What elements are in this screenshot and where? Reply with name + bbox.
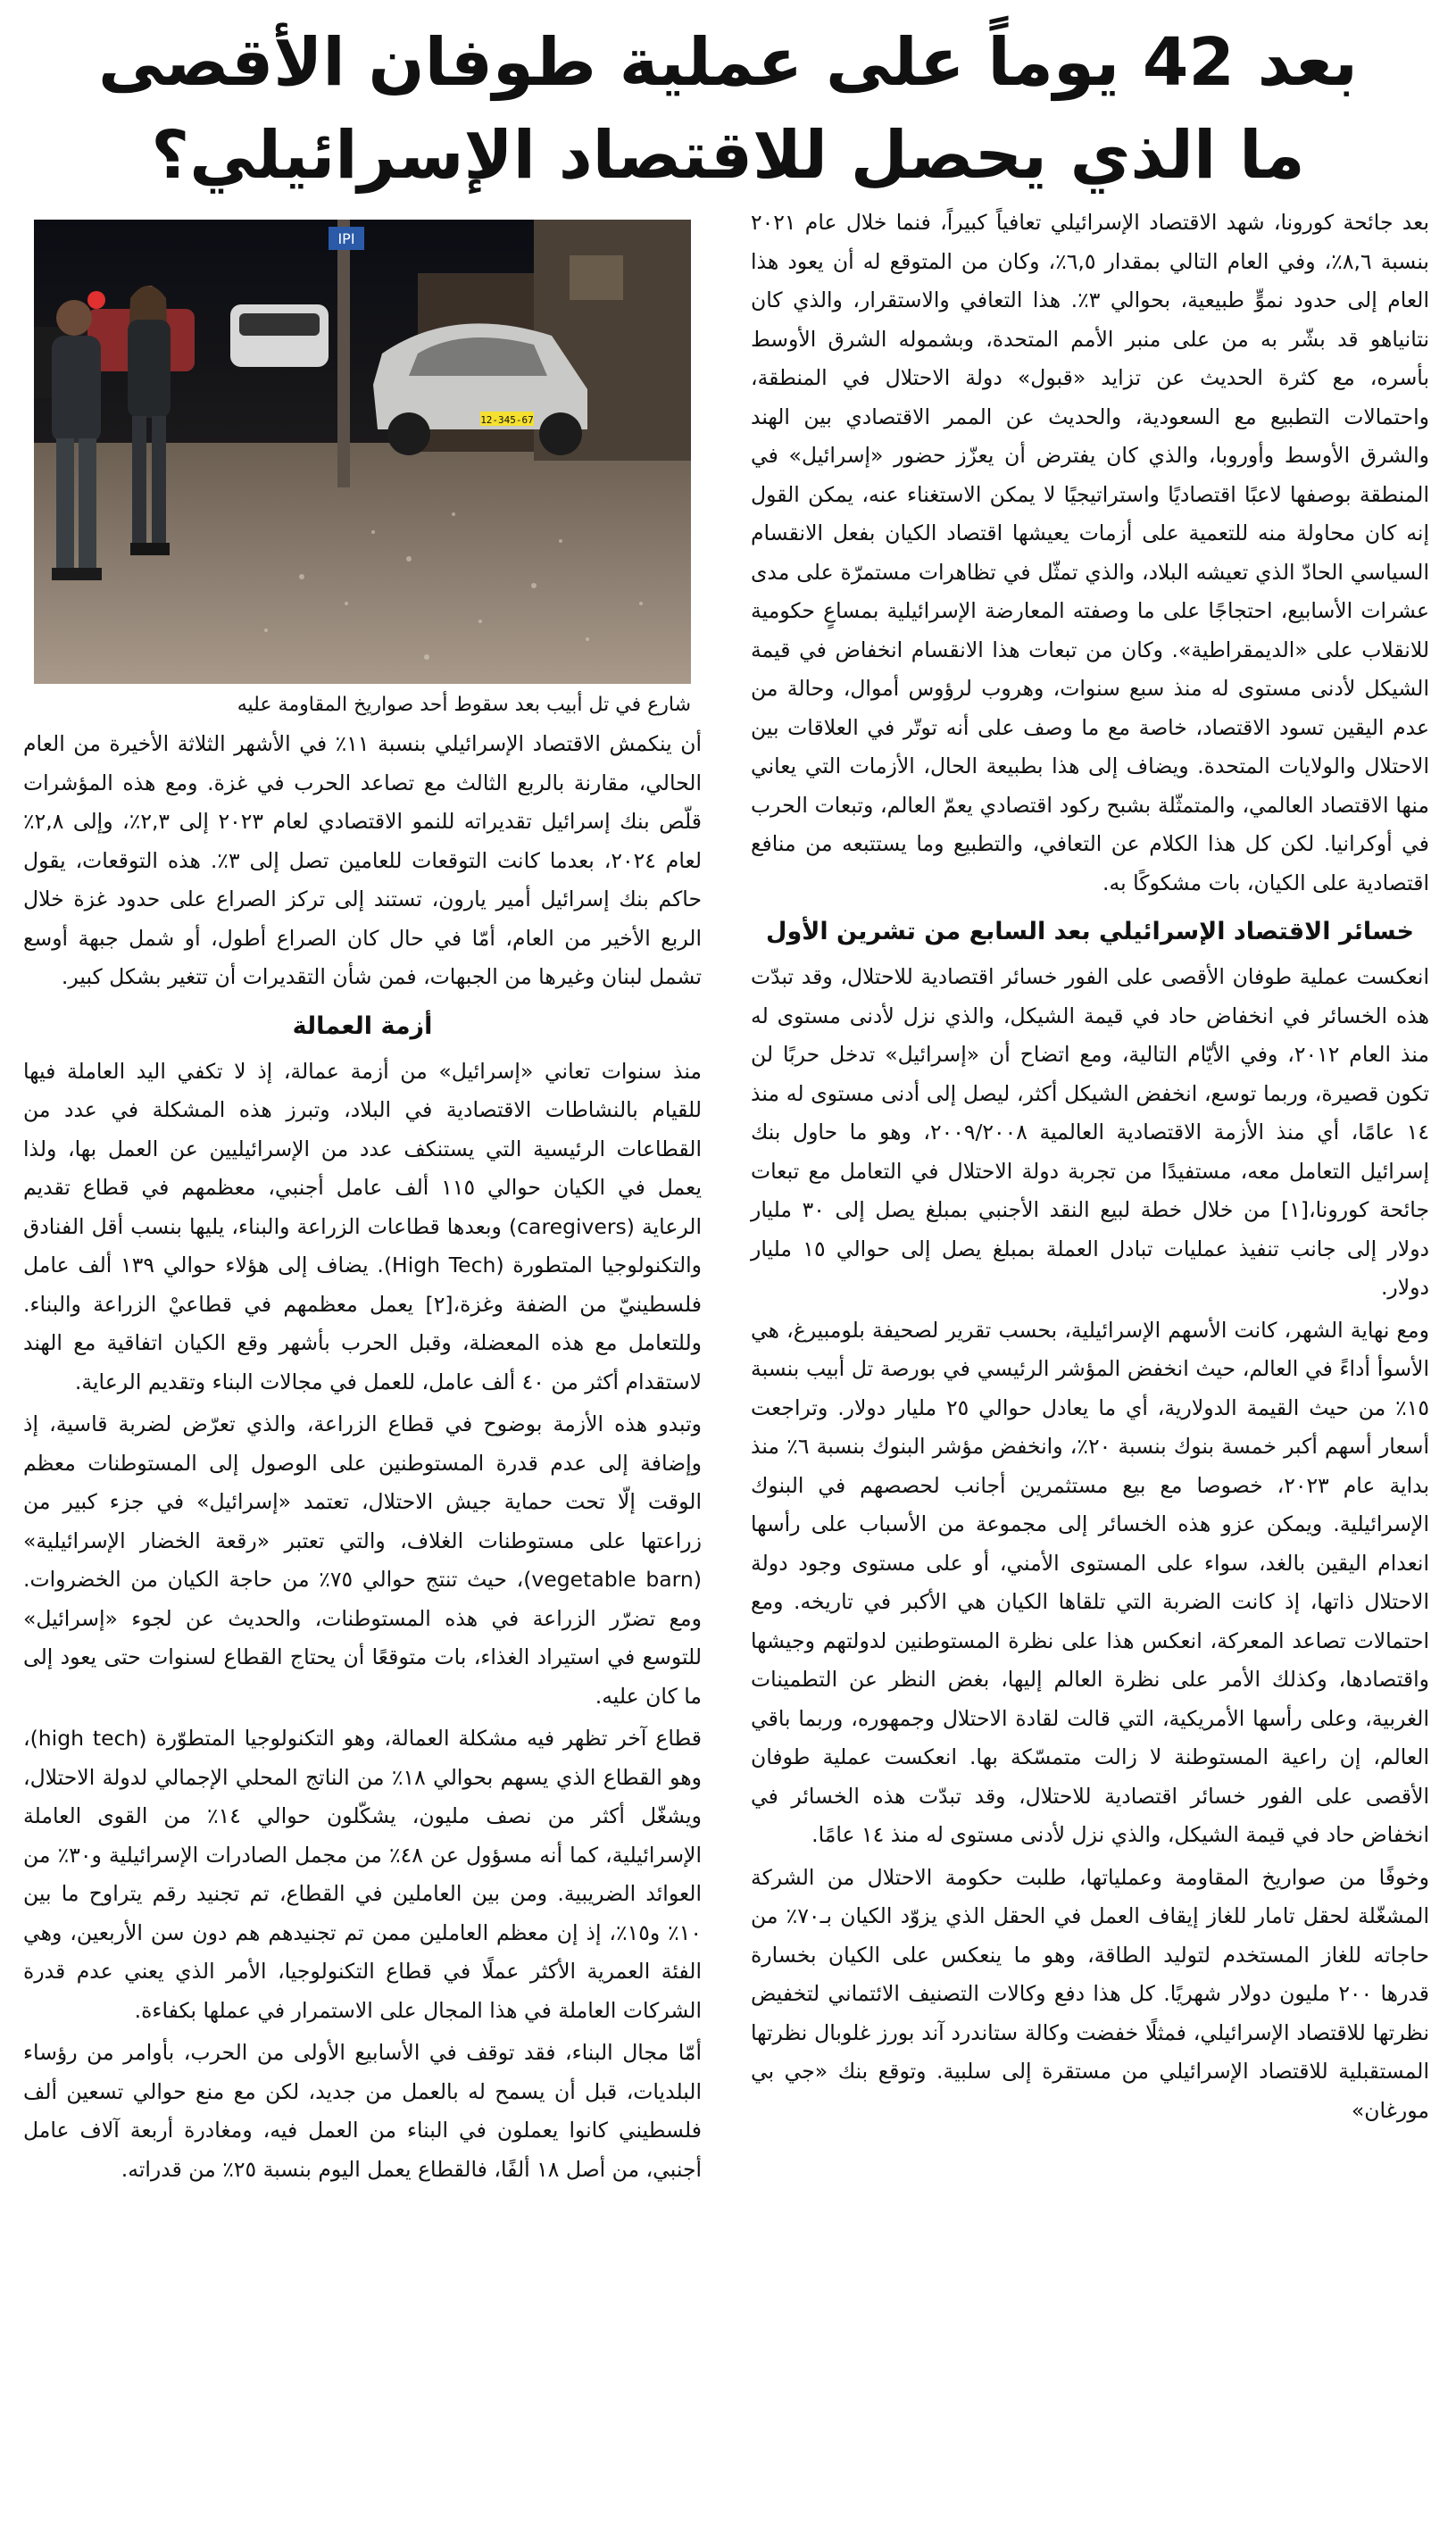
section-heading: خسائر الاقتصاد الإسرائيلي بعد السابع من تشرين الأول — [766, 918, 1414, 945]
street-sign-text: IPI — [337, 230, 355, 247]
headline-line-2: ما الذي يحصل للاقتصاد الإسرائيلي؟ — [151, 117, 1305, 194]
paragraph: وخوفًا من صواريخ المقاومة وعملياتها، طلبت حكومة الاحتلال من الشركة المشغّلة لحقل تامار للغاز إيقاف العمل في الحقل الذي يزوّد الكيان بـ٧٠٪ من حاجاته للغاز المستخدم لتوليد الطاقة، وهو ما ينعكس على الكيان بخسارة قدرها ٢٠٠ مليون دولار شهريًا. كل هذا دفع وكالات التصنيف الائتماني لتخفيض نظرتها للاقتصاد الإسرائيلي، فمثلًا خفضت وكالة ستاندرد آند بورز غلوبال نظرتها المستقبلية للاقتصاد الإسرائيلي من مستقرة إلى سلبية. وتوقع بنك «جي بي مورغان» — [751, 1864, 1429, 2123]
paragraph: بعد جائحة كورونا، شهد الاقتصاد الإسرائيلي تعافياً كبيراً، فنما خلال عام ٢٠٢١ بنسبة ٨,٦٪، وفي العام التالي بمقدار ٦,٥٪، وكان من المتوقع له أن يعود هذا العام إلى حدود نموٍّ طبيعية، بحوالي ٣٪. هذا التعافي والاستقرار، والذي كان نتانياهو قد بشّر به من على منبر الأمم المتحدة، وبشموله الشرق الأوسط بأسره، مع كثرة الحديث عن تزايد «قبول» دولة الاحتلال في المنطقة، واحتمالات التطبيع مع السعودية، والحديث عن الممر الاقتصادي بين الهند والشرق الأوسط وأوروبا، والذي كان يفترض أن يعزّز حضور «إسرائيل» في المنطقة بوصفها لاعبًا اقتصاديًا واستراتيجيًا لا يمكن الاستغناء عنه، يمكن القول إنه كان محاولة منه للتعمية على أزمات يعيشها اقتصاد الكيان بفعل الانقسام السياسي الحادّ الذي تعيشه البلاد، والذي تمثّل في تظاهرات مستمرّة على مدى عشرات الأسابيع، احتجاجًا على ما وصفته المعارضة الإسرائيلية بمساعٍ حكومية للانقلاب على «الديمقراطية». وكان من تبعات هذا الانقسام انخفاض في قيمة الشيكل لأدنى مستوى له منذ سبع سنوات، وهروب لرؤوس أموال، وحالة من عدم اليقين تسود الاقتصاد، خاصة مع ما وصف على أنه توتّر في العلاقات بين الاحتلال والولايات المتحدة. ويضاف إلى هذا بطبيعة الحال، الأزمات التي يعاني منها الاقتصاد العالمي، والمتمثّلة بشبح ركود اقتصادي يعمّ العالم، وتبعات الحرب في أوكرانيا. لكن كل هذا الكلام عن التعافي، والتطبيع وما يستتبعه من منافع اقتصادية على الكيان، بات مشكوكًا به. — [751, 210, 1429, 895]
article-headline — [27, 16, 1429, 202]
photo-caption: شارع في تل أبيب بعد سقوط أحد صواريخ المقاومة عليه — [237, 694, 691, 716]
left-column — [23, 204, 702, 2193]
paragraph: وتبدو هذه الأزمة بوضوح في قطاع الزراعة، والذي تعرّض لضربة قاسية، إذ وإضافة إلى عدم قدرة المستوطنين على الوصول إلى المستوطنات معظم الوقت إلّا تحت حماية جيش الاحتلال، تعتمد «إسرائيل» في جزء كبير من زراعتها على مستوطنات الغلاف، والتي تعتبر «رقعة الخضار الإسرائيلية» (vegetable barn)، حيث تنتج حوالي ٧٥٪ من حاجة الكيان من الخضروات. ومع تضرّر الزراعة في هذه المستوطنات، والحديث عن لجوء «إسرائيل» للتوسع في استيراد الغذاء، بات متوقعًا أن يحتاج القطاع لسنوات حتى يعود إلى ما كان عليه. — [23, 1411, 702, 1709]
paragraph: قطاع آخر تظهر فيه مشكلة العمالة، وهو التكنولوجيا المتطوّرة (high tech)، وهو القطاع الذي يسهم بحوالي ١٨٪ من الناتج المحلي الإجمالي لدولة الاحتلال، ويشغّل أكثر من نصف مليون، يشكّلون حوالي ١٤٪ من القوى العاملة الإسرائيلية، كما أنه مسؤول عن ٤٨٪ من مجمل الصادرات الإسرائيلية و٣٠٪ من العوائد الضريبية. ومن بين العاملين في القطاع، تم تجنيد رقم يتراوح ما بين ١٠٪ و١٥٪، إذ إن معظم العاملين ممن تم تجنيدهم هم دون سن الأربعين، وهي الفئة العمرية الأكثر عملًا في قطاع التكنولوجيا، الأمر الذي يعني عدم قدرة الشركات العاملة في هذا المجال على الاستمرار في عملها بكفاءة. — [23, 1726, 703, 2023]
paragraph: منذ سنوات تعاني «إسرائيل» من أزمة عمالة، إذ لا تكفي اليد العاملة فيها للقيام بالنشاطات الاقتصادية في البلاد، وتبرز هذه المشكلة في عدد من القطاعات الرئيسية التي يستنكف عدد من الإسرائيليين عن العمل بها، ولذا يعمل في الكيان حوالي ١١٥ ألف عامل أجنبي، معظمهم في قطاع تقديم الرعاية (caregivers) وبعدها قطاعات الزراعة والبناء، يليها بنسب أقل الفنادق والتكنولوجيا المتطورة (High Tech). يضاف إلى هؤلاء حوالي ١٣٩ ألف عامل فلسطينيّ من الضفة وغزة،[٢] يعمل معظمهم في قطاعيْ الزراعة والبناء. وللتعامل مع هذه المعضلة، وقبل الحرب بأشهر وقع الكيان اتفاقية مع الهند لاستقدام أكثر من ٤٠ ألف عامل، للعمل في مجالات البناء وتقديم الرعاية. — [23, 1058, 702, 1394]
paragraph: أمّا مجال البناء، فقد توقف في الأسابيع الأولى من الحرب، بأوامر من رؤساء البلديات، قبل أن يسمح له بالعمل من جديد، لكن مع منع حوالي تسعين ألف فلسطيني كانوا يعملون في البناء من العمل فيه، ومغادرة أربعة آلاف عامل أجنبي، من أصل ١٨ ألفًا، فالقطاع يعمل اليوم بنسبة ٢٥٪ من قدراته. — [23, 2040, 702, 2182]
paragraph: أن ينكمش الاقتصاد الإسرائيلي بنسبة ١١٪ في الأشهر الثلاثة الأخيرة من العام الحالي، مقارنة بالربع الثالث مع تصاعد الحرب في غزة. ومع هذه المؤشرات قلّص بنك إسرائيل تقديراته للنمو الاقتصادي لعام ٢٠٢٣ إلى ٢,٣٪، وإلى ٢,٨٪ لعام ٢٠٢٤، بعدما كانت التوقعات للعامين تصل إلى ٣٪. هذه التوقعات، يقول حاكم بنك إسرائيل أمير يارون، تستند إلى تركز الصراع على حدود غزة خلال الربع الأخير من العام، أمّا في حال كان الصراع أطول، أو شمل جبهة أوسع تشمل لبنان وغيرها من الجبهات، فمن شأن التقديرات أن تتغير بشكل كبير. — [23, 731, 702, 989]
headline-line-1: بعد 42 يوماً على عملية طوفان الأقصى — [98, 24, 1358, 101]
license-plate-text: 12-345-67 — [480, 414, 534, 426]
damaged-street-image — [34, 220, 691, 684]
left-column-text — [23, 725, 702, 2189]
street-photo — [34, 220, 691, 684]
right-column — [751, 204, 1429, 2134]
paragraph: انعكست عملية طوفان الأقصى على الفور خسائر اقتصادية للاحتلال، وقد تبدّت هذه الخسائر في انخفاض حاد في قيمة الشيكل، والذي نزل لأدنى مستوى له منذ العام ٢٠١٢، وفي الأيّام التالية، ومع اتضاح أن «إسرائيل» تدخل حربًا لن تكون قصيرة، وربما توسع، انخفض الشيكل أكثر، ليصل إلى أدنى مستوى له منذ ١٤ عامًا، أي منذ الأزمة الاقتصادية العالمية ٢٠٠٩/٢٠٠٨، وهو ما حاول بنك إسرائيل التعامل معه، مستفيدًا من تجربة دولة الاحتلال في التعامل مع تبعات جائحة كورونا،[١] من خلال خطة لبيع النقد الأجنبي بمبلغ يصل إلى ٣٠ مليار دولار إلى جانب تنفيذ عمليات تبادل العملة بمبلغ يصل إلى حوالي ١٥ مليار دولار. — [751, 964, 1430, 1300]
paragraph: ومع نهاية الشهر، كانت الأسهم الإسرائيلية، بحسب تقرير لصحيفة بلومبيرغ، هي الأسوأ أداءً في العالم، حيث انخفض المؤشر الرئيسي في بورصة تل أبيب بنسبة ١٥٪ من حيث القيمة الدولارية، أي ما يعادل حوالي ٢٥ مليار دولار. وتراجعت أسعار أسهم أكبر خمسة بنوك بنسبة ٢٠٪، وانخفض مؤشر البنوك بنسبة ٦٪ منذ بداية عام ٢٠٢٣، خصوصا مع بيع مستثمرين أجانب لحصصهم في البنوك الإسرائيلية. ويمكن عزو هذه الخسائر إلى مجموعة من الأسباب على رأسها انعدام اليقين بالغد، سواء على المستوى الأمني، أو على مستوى وجود دولة الاحتلال ذاتها، إذ كانت الضربة التي تلقاها الكيان هي الأكبر في تاريخه. ومع احتمالات تصاعد المعركة، انعكس هذا على نظرة المستوطنين لدولتهم وجيشها واقتصادها، وكذلك الأمر على نظرة العالم إليها، بغض النظر عن التطمينات الغربية، وعلى رأسها الأمريكية، التي قالت لقادة الاحتلال وجمهوره، وربما باقي العالم، إن راعية المستوطنة لا زالت متمسّكة بها. انعكست عملية طوفان الأقصى على الفور خسائر اقتصادية للاحتلال، وقد تبدّت هذه الخسائر في انخفاض حاد في قيمة الشيكل، والذي نزل لأدنى مستوى له منذ ١٤ عامًا. — [751, 1317, 1430, 1847]
section-heading: أزمة العمالة — [292, 1011, 433, 1040]
